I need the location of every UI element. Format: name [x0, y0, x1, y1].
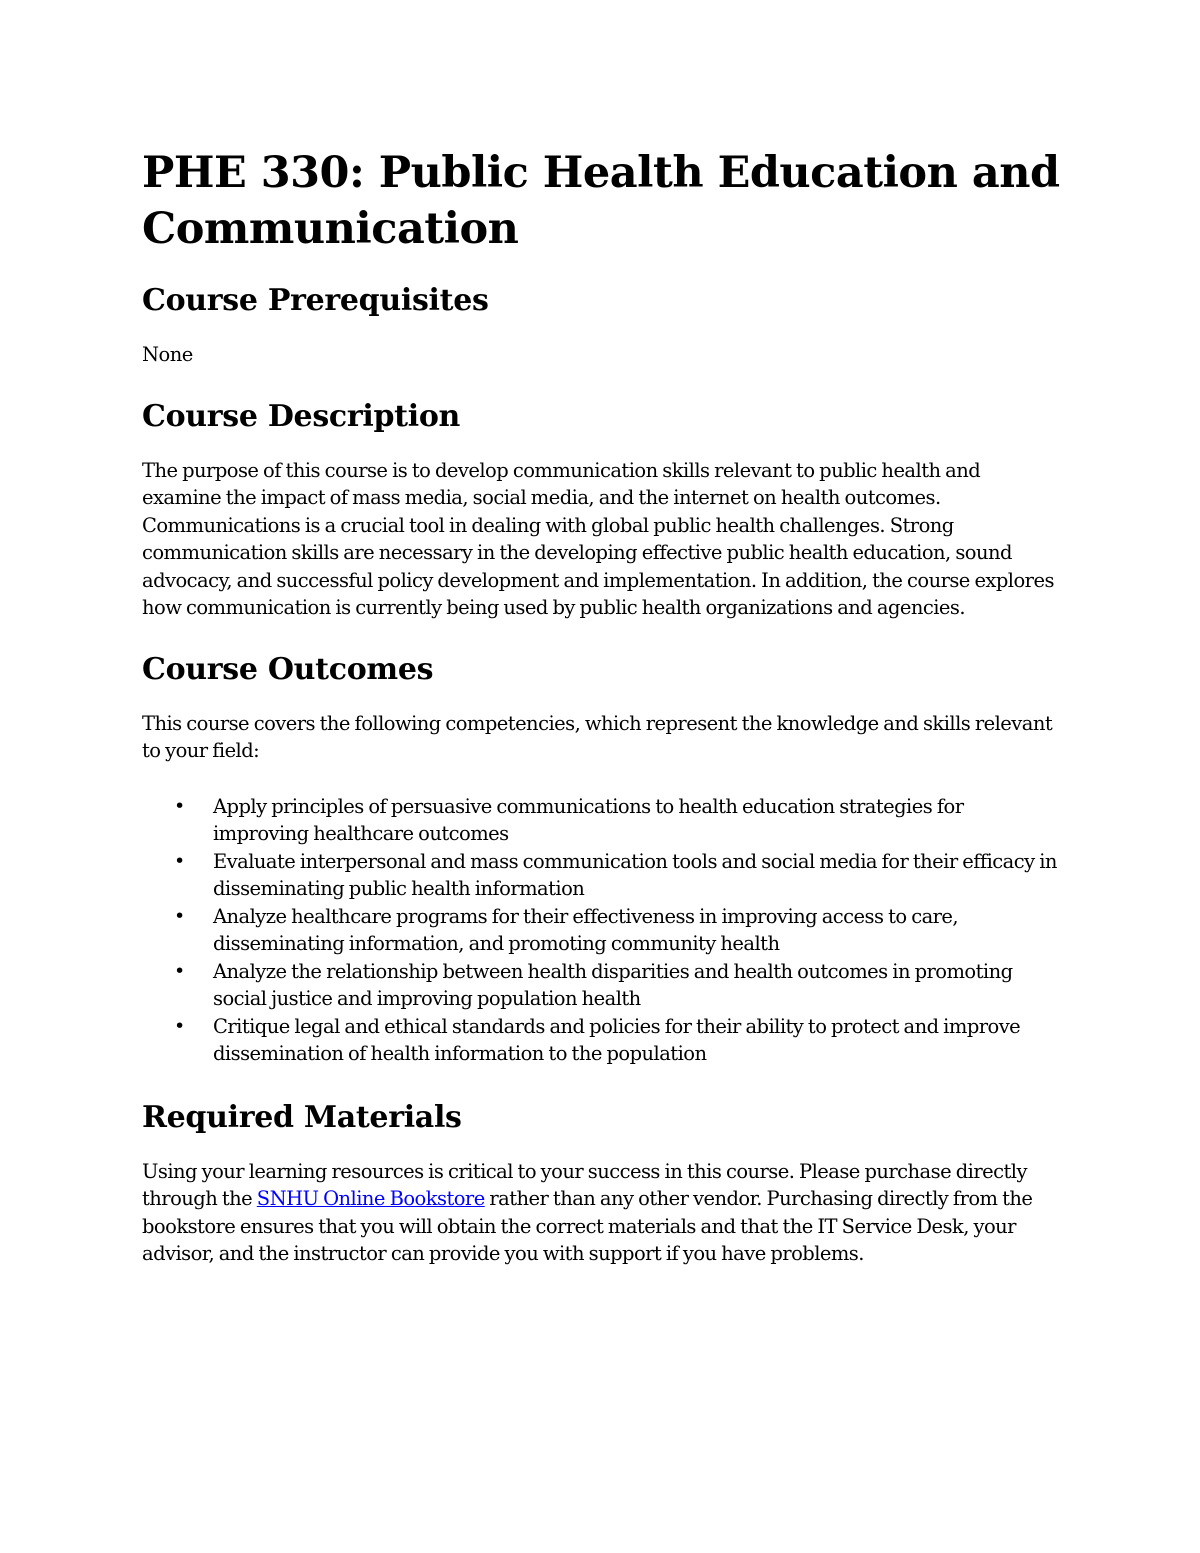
- bullet-dot-icon: •: [174, 794, 185, 817]
- list-item-text: Analyze the relationship between health disparities and health outcomes in promoting social justice and improving population health: [213, 959, 1013, 1010]
- prerequisites-text: None: [142, 343, 193, 366]
- page-title: PHE 330: Public Health Education and Communication: [142, 148, 1060, 254]
- list-item: [174, 1013, 1062, 1068]
- list-item: [174, 793, 1062, 848]
- description-section: [142, 397, 1062, 622]
- materials-text: [142, 1158, 1062, 1268]
- description-heading: Course Description: [142, 398, 461, 434]
- outcomes-section: [142, 650, 1062, 1068]
- list-item-text: Critique legal and ethical standards and policies for their ability to protect and improve dissemination of health information to the population: [213, 1014, 1021, 1065]
- bullet-dot-icon: •: [174, 904, 185, 927]
- list-item-text: Apply principles of persuasive communications to health education strategies for improving healthcare outcomes: [213, 794, 964, 845]
- bullet-dot-icon: •: [174, 959, 185, 982]
- outcomes-heading: Course Outcomes: [142, 651, 434, 687]
- description-text: The purpose of this course is to develop communication skills relevant to public health and examine the impact of mass media, social media, and the internet on health outcomes. Communications is a crucial tool in dealing with global public health challenges. Strong communication skills are necessary in the developing effective public health education, sound advocacy, and successful policy development and implementation. In addition, the course explores how communication is currently being used by public health organizations and agencies.: [142, 458, 1054, 619]
- materials-text-after: rather than any other vendor. Purchasing directly from the bookstore ensures that you will obtain the correct materials and that the IT Service Desk, your advisor, and the instructor can provide you with support if you have problems.: [142, 1187, 1033, 1265]
- bookstore-link[interactable]: SNHU Online Bookstore: [256, 1187, 485, 1210]
- outcomes-list: [142, 793, 1062, 1068]
- bullet-dot-icon: •: [174, 849, 185, 872]
- list-item-text: Analyze healthcare programs for their effectiveness in improving access to care, disseminating information, and promoting community health: [213, 904, 959, 955]
- materials-section: [142, 1098, 1062, 1268]
- outcomes-intro: This course covers the following competencies, which represent the knowledge and skills relevant to your field:: [142, 711, 1053, 762]
- list-item: [174, 903, 1062, 958]
- list-item-text: Evaluate interpersonal and mass communication tools and social media for their efficacy in disseminating public health information: [213, 849, 1057, 900]
- list-item: [174, 958, 1062, 1013]
- prerequisites-heading: Course Prerequisites: [142, 283, 489, 318]
- document-content: [142, 145, 1062, 1296]
- list-item: [174, 848, 1062, 903]
- materials-text-before: Using your learning resources is critical to your success in this course. Please purchase directly through the: [142, 1159, 1027, 1210]
- materials-heading: Required Materials: [142, 1099, 462, 1135]
- bullet-dot-icon: •: [174, 1014, 185, 1037]
- prerequisites-section: [142, 281, 1062, 369]
